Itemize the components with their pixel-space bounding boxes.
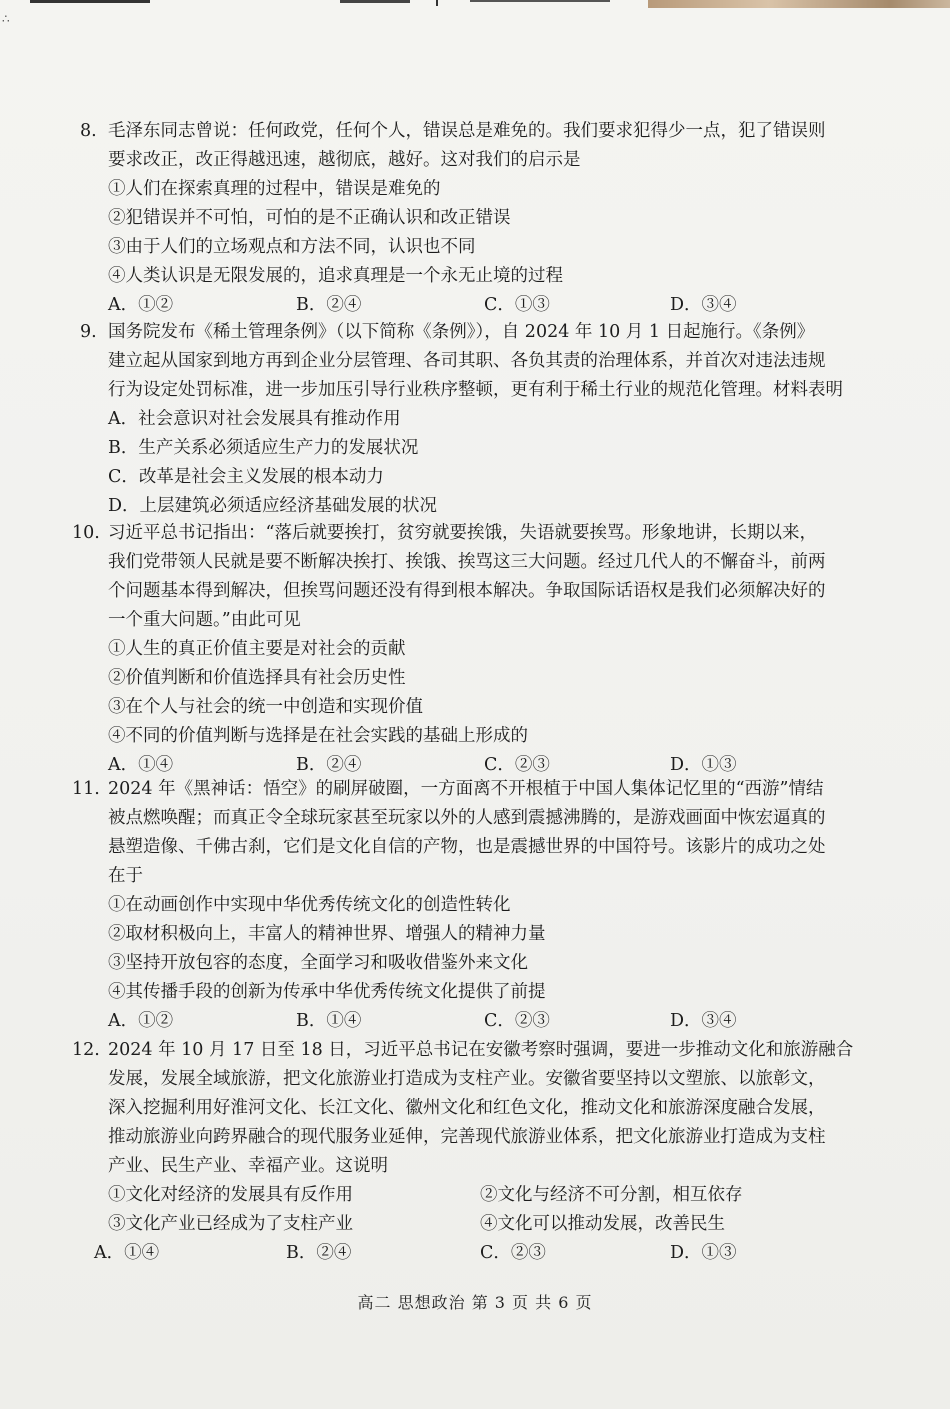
choice-a: A．①② [108, 1011, 174, 1031]
stem-line: 2024 年 10 月 17 日至 18 日，习近平总书记在安徽考察时强调，要进一步推动文化和旅游融合 [108, 1040, 854, 1060]
option-a: A．社会意识对社会发展具有推动作用 [108, 409, 401, 429]
choice-b: B．②④ [286, 1243, 352, 1263]
stem-line: 习近平总书记指出：“落后就要挨打，贫穷就要挨饿，失语就要挨骂。形象地讲，长期以来， [108, 523, 817, 543]
statement-item: ④文化可以推动发展，改善民生 [480, 1214, 725, 1234]
choice-a: A．①④ [108, 755, 174, 775]
stem-line: 悬塑造像、千佛古刹，它们是文化自信的产物，也是震撼世界的中国符号。该影片的成功之处 [108, 837, 826, 857]
stem-line: 深入挖掘利用好淮河文化、长江文化、徽州文化和红色文化，推动文化和旅游深度融合发展， [108, 1098, 826, 1118]
option-d: D．上层建筑必须适应经济基础发展的状况 [108, 496, 438, 516]
question-stem [108, 519, 890, 635]
question-11 [72, 775, 890, 1036]
question-number: 8. [80, 121, 97, 141]
corner-mark: ∴ [2, 12, 10, 26]
choice-c: C．②③ [484, 1011, 550, 1031]
answer-choices [108, 1007, 890, 1036]
option-c: C．改革是社会主义发展的根本动力 [108, 467, 384, 487]
statement-item: ②价值判断和价值选择具有社会历史性 [108, 668, 406, 688]
question-12 [72, 1036, 890, 1268]
choice-a: A．①② [108, 295, 174, 315]
choice-d: D．①③ [670, 1243, 737, 1263]
stem-line: 国务院发布《稀土管理条例》（以下简称《条例》），自 2024 年 10 月 1 日起施行。《条例》 [108, 322, 815, 342]
scan-artifact-line [30, 0, 150, 3]
answer-choices [108, 291, 890, 320]
choice-c: C．②③ [480, 1243, 546, 1263]
statement-item: ①人生的真正价值主要是对社会的贡献 [108, 639, 406, 659]
stem-line: 要求改正，改正得越迅速，越彻底，越好。这对我们的启示是 [108, 150, 581, 170]
question-stem [108, 1036, 890, 1181]
stem-line: 被点燃唤醒；而真正令全球玩家甚至玩家以外的人感到震撼沸腾的，是游戏画面中恢宏逼真的 [108, 808, 826, 828]
choice-c: C．②③ [484, 755, 550, 775]
scan-artifact-line [470, 0, 610, 2]
statement-item: ①在动画创作中实现中华优秀传统文化的创造性转化 [108, 895, 511, 915]
stem-line: 推动旅游业向跨界融合的现代服务业延伸，完善现代旅游业体系，把文化旅游业打造成为支柱 [108, 1127, 826, 1147]
question-10 [72, 519, 890, 780]
choice-d: D．①③ [670, 755, 737, 775]
choice-b: B．②④ [296, 755, 362, 775]
question-number: 12. [72, 1040, 100, 1060]
statement-item: ③文化产业已经成为了支柱产业 [108, 1214, 353, 1234]
choice-b: B．①④ [296, 1011, 362, 1031]
stem-line: 我们党带领人民就是要不断解决挨打、挨饿、挨骂这三大问题。经过几代人的不懈奋斗，前两 [108, 552, 826, 572]
statement-item: ③由于人们的立场观点和方法不同，认识也不同 [108, 237, 476, 257]
choice-b: B．②④ [296, 295, 362, 315]
statement-item: ①人们在探索真理的过程中，错误是难免的 [108, 179, 441, 199]
choice-a: A．①④ [94, 1243, 160, 1263]
statement-item: ①文化对经济的发展具有反作用 [108, 1185, 353, 1205]
statement-item: ③坚持开放包容的态度，全面学习和吸收借鉴外来文化 [108, 953, 528, 973]
stem-line: 2024 年《黑神话：悟空》的刷屏破圈，一方面离不开根植于中国人集体记忆里的“西游”情结 [108, 779, 824, 799]
statement-row [108, 1181, 890, 1210]
statement-item: ③在个人与社会的统一中创造和实现价值 [108, 697, 423, 717]
question-stem [108, 775, 890, 891]
question-stem [108, 318, 890, 405]
question-number: 11. [72, 779, 100, 799]
question-number: 10. [72, 523, 100, 543]
stem-line: 产业、民生产业、幸福产业。这说明 [108, 1156, 388, 1176]
statement-item: ④不同的价值判断与选择是在社会实践的基础上形成的 [108, 726, 528, 746]
option-b: B．生产关系必须适应生产力的发展状况 [108, 438, 419, 458]
page-footer: 高二 思想政治 第 3 页 共 6 页 [357, 1293, 593, 1312]
answer-choices [94, 1239, 890, 1268]
scan-artifact-line [340, 0, 410, 3]
statement-item: ②文化与经济不可分割，相互依存 [480, 1185, 743, 1205]
question-number: 9. [80, 322, 97, 342]
stem-line: 毛泽东同志曾说：任何政党，任何个人，错误总是难免的。我们要求犯得少一点，犯了错误则 [108, 121, 826, 141]
stem-line: 一个重大问题。”由此可见 [108, 610, 301, 630]
statement-item: ④其传播手段的创新为传承中华优秀传统文化提供了前提 [108, 982, 546, 1002]
statement-item: ④人类认识是无限发展的，追求真理是一个永无止境的过程 [108, 266, 563, 286]
stem-line: 行为设定处罚标准，进一步加压引导行业秩序整顿，更有利于稀土行业的规范化管理。材料表明 [108, 380, 843, 400]
choice-d: D．③④ [670, 295, 737, 315]
choice-d: D．③④ [670, 1011, 737, 1031]
question-8 [80, 117, 890, 320]
scan-photo-strip [648, 0, 950, 8]
choice-c: C．①③ [484, 295, 550, 315]
stem-line: 个问题基本得到解决，但挨骂问题还没有得到根本解决。争取国际话语权是我们必须解决好的 [108, 581, 826, 601]
statement-row [108, 1210, 890, 1239]
statement-item: ②取材积极向上，丰富人的精神世界、增强人的精神力量 [108, 924, 546, 944]
stem-line: 在于 [108, 866, 143, 886]
stem-line: 发展，发展全域旅游，把文化旅游业打造成为支柱产业。安徽省要坚持以文塑旅、以旅彰文， [108, 1069, 826, 1089]
scan-artifact-tick [436, 0, 438, 6]
scan-top-edge [0, 0, 950, 14]
stem-line: 建立起从国家到地方再到企业分层管理、各司其职、各负其责的治理体系，并首次对违法违规 [108, 351, 826, 371]
question-9 [80, 318, 890, 521]
statement-item: ②犯错误并不可怕，可怕的是不正确认识和改正错误 [108, 208, 511, 228]
question-stem [108, 117, 890, 175]
